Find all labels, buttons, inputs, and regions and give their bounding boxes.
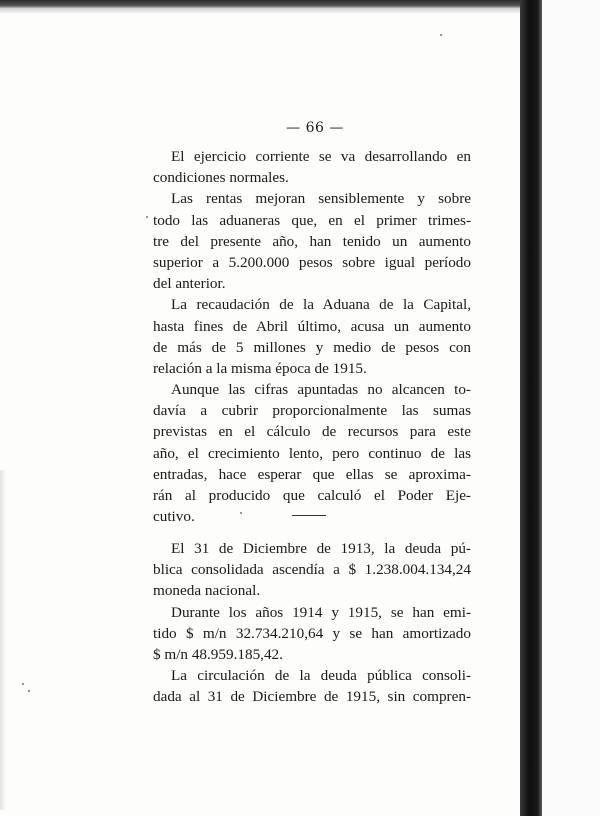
text-line: rán al producido que calculó el Poder Eje- (153, 487, 471, 504)
scan-left-shadow (0, 470, 6, 810)
page-number: — 66 — (286, 120, 344, 136)
text-line: superior a 5.200.000 pesos sobre igual período (153, 253, 471, 271)
text-line: condiciones normales. (153, 169, 289, 187)
text-line: entradas, hace esperar que ellas se aproxima- (153, 465, 471, 483)
scan-speck (440, 34, 442, 36)
text-line: relación a la misma época de 1915. (153, 359, 367, 377)
scan-speck (22, 683, 24, 685)
text-line: de más de 5 millones y medio de pesos con (153, 338, 471, 356)
text-line: blica consolidada ascendía a $ 1.238.004.134,24 (153, 561, 471, 579)
text-line: tre del presente año, han tenido un aumento (153, 232, 471, 250)
text-line: La circulación de la deuda pública consoli- (171, 667, 471, 685)
text-line: tido $ m/n 32.734.210,64 y se han amortizado (153, 624, 471, 642)
text-line: El 31 de Diciembre de 1913, la deuda pú- (171, 540, 471, 557)
text-line: del anterior. (153, 275, 226, 293)
text-line: cutivo. (153, 508, 195, 526)
paragraphs-section-2 (153, 538, 471, 708)
text-line: $ m/n 48.959.185,42. (153, 645, 283, 663)
text-line: hasta fines de Abril último, acusa un aumento (153, 317, 471, 335)
paragraphs-section-1 (153, 146, 471, 527)
text-line: moneda nacional. (153, 582, 261, 600)
text-line: Aunque las cifras apuntadas no alcancen to- (171, 381, 471, 399)
text-line: todo las aduaneras que, en el primer trimes- (153, 211, 471, 229)
text-line: Las rentas mejoran sensiblemente y sobre (171, 190, 471, 208)
scan-margin-right (542, 0, 600, 816)
text-line: Durante los años 1914 y 1915, se han emi- (171, 603, 471, 621)
text-line: dada al 31 de Diciembre de 1915, sin compren- (153, 688, 471, 706)
book-spine-edge (520, 0, 542, 816)
text-line: davía a cubrir proporcionalmente las sumas (153, 402, 471, 420)
scan-speck (146, 216, 148, 218)
section-divider (292, 515, 326, 516)
text-line: El ejercicio corriente se va desarrollando en (171, 148, 471, 165)
text-line: La recaudación de la Aduana de la Capital, (171, 296, 471, 314)
text-line: previstas en el cálculo de recursos para este (153, 423, 471, 441)
scan-speck (28, 690, 30, 692)
scan-top-border (0, 0, 540, 8)
scan-top-shadow (0, 8, 530, 14)
text-line: año, el crecimiento lento, pero continuo de las (153, 444, 471, 462)
scan-speck (240, 512, 242, 514)
